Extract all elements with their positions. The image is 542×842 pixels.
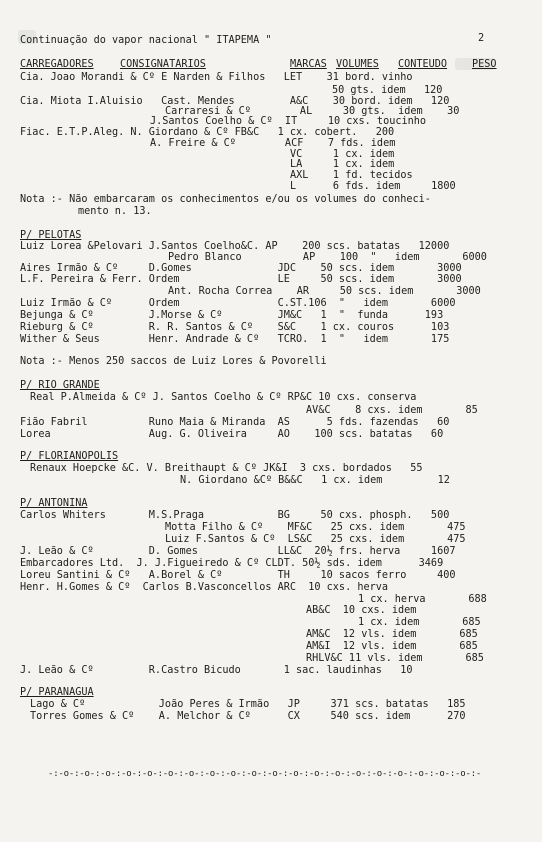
table-row: Henr. H.Gomes & Cº Carlos B.Vasconcellos ARC 10 cxs. herva — [20, 582, 389, 593]
table-row: AV&C 8 cxs. idem 85 — [306, 405, 478, 416]
table-row: Pedro Blanco AP 100 " idem 6000 — [168, 252, 487, 263]
table-row: 50 gts. idem 120 — [332, 85, 443, 96]
table-row: Aires Irmão & Cº D.Gomes JDC 50 scs. idem 3000 — [20, 263, 462, 274]
table-row: AM&I 12 vls. idem 685 — [306, 641, 478, 652]
table-row: AXL 1 fd. tecidos — [290, 170, 413, 181]
table-row: VC 1 cx. idem — [290, 149, 395, 160]
header-consignees: CONSIGNATARIOS — [120, 59, 206, 70]
header-marks: MARCAS — [290, 59, 327, 70]
table-row: Cia. Joao Morandi & Cº E Narden & Filhos LET 31 bord. vinho — [20, 72, 413, 83]
note-line: mento n. 13. — [78, 206, 152, 217]
table-row: Loreu Santini & Cº A.Borel & Cº TH 10 sacos ferro 400 — [20, 570, 456, 581]
document-title: Continuação do vapor nacional " ITAPEMA " — [20, 35, 272, 46]
page-number: 2 — [478, 33, 485, 44]
table-row: 1 cx. idem 685 — [358, 617, 481, 628]
table-row: Motta Filho & Cº MF&C 25 cxs. idem 475 — [165, 522, 466, 533]
note-line: Nota :- Não embarcaram os conhecimentos e/ou os volumes do conheci- — [20, 194, 431, 205]
header-shippers: CARREGADORES — [20, 59, 94, 70]
table-row: L.F. Pereira & Ferr. Ordem LE 50 scs. idem 3000 — [20, 274, 462, 285]
header-weight: PESO — [472, 59, 497, 70]
table-row: Wither & Seus Henr. Andrade & Cº TCRO. 1 " idem 175 — [20, 334, 450, 345]
table-row: J. Leão & Cº D. Gomes LL&C 20½ frs. herva 1607 — [20, 546, 456, 557]
table-row: Luiz F.Santos & Cº LS&C 25 cxs. idem 475 — [165, 534, 466, 545]
section-title-paranagua: P/ PARANAGUA — [20, 687, 94, 698]
table-row: 1 cx. herva 688 — [358, 594, 487, 605]
section-title-rio-grande: P/ RIO GRANDE — [20, 380, 100, 391]
table-row: L 6 fds. idem 1800 — [290, 181, 456, 192]
table-row: AB&C 10 cxs. idem — [306, 605, 417, 616]
section-title-pelotas: P/ PELOTAS — [20, 230, 82, 241]
section-title-florianopolis: P/ FLORIANOPOLIS — [20, 451, 119, 462]
table-row: RHLV&C 11 vls. idem 685 — [306, 653, 484, 664]
section-title-antonina: P/ ANTONINA — [20, 498, 88, 509]
table-row: Carraresi & Cº AL 30 gts. idem 30 — [165, 106, 460, 117]
note-line: Nota :- Menos 250 saccos de Luiz Lores & Povorelli — [20, 356, 327, 367]
table-row: Bejunga & Cº J.Morse & Cº JM&C 1 " funda 193 — [20, 310, 444, 321]
table-row: LA 1 cx. idem — [290, 159, 395, 170]
table-row: A. Freire & Cº ACF 7 fds. idem — [150, 138, 396, 149]
table-row: AM&C 12 vls. idem 685 — [306, 629, 478, 640]
header-contents: CONTEUDO — [398, 59, 448, 70]
table-row: Embarcadores Ltd. J. J.Figueiredo & Cº CLDT. 50½ sds. idem 3469 — [20, 558, 444, 569]
separator-line: -:-o-:-o-:-o-:-o-:-o-:-o-:-o-:-o-:-o-:-o-:-o-:-o-:-o-:-o-:-o-:-o-:-o-:-o-:-o-:-o-:- — [48, 770, 482, 779]
table-row: Luiz Irmão & Cº Ordem C.ST.106 " idem 6000 — [20, 298, 456, 309]
table-row: Torres Gomes & Cº A. Melchor & Cº CX 540 scs. idem 270 — [30, 711, 466, 722]
table-row: J. Leão & Cº R.Castro Bicudo 1 sac. laudinhas 10 — [20, 665, 413, 676]
header-volumes: VOLUMES — [336, 59, 379, 70]
table-row: Lago & Cº João Peres & Irmão JP 371 scs. batatas 185 — [30, 699, 466, 710]
table-row: Carlos Whiters M.S.Praga BG 50 cxs. phosph. 500 — [20, 510, 450, 521]
table-row: Luiz Lorea &Pelovari J.Santos Coelho&C. AP 200 scs. batatas 12000 — [20, 241, 450, 252]
table-row: Lorea Aug. G. Oliveira AO 100 scs. batatas 60 — [20, 429, 444, 440]
table-row: Rieburg & Cº R. R. Santos & Cº S&C 1 cx. couros 103 — [20, 322, 450, 333]
table-row: Renaux Hoepcke &C. V. Breithaupt & Cº JK&I 3 cxs. bordados 55 — [30, 463, 423, 474]
table-row: Cia. Miota I.Aluisio Cast. Mendes A&C 30 bord. idem 120 — [20, 96, 450, 107]
table-row: Ant. Rocha Correa AR 50 scs. idem 3000 — [168, 286, 481, 297]
table-row: Fião Fabril Runo Maia & Miranda AS 5 fds. fazendas 60 — [20, 417, 450, 428]
table-row: J.Santos Coelho & Cº IT 10 cxs. toucinho — [150, 116, 427, 127]
table-row: N. Giordano &Cº B&&C 1 cx. idem 12 — [180, 475, 450, 486]
table-row: Real P.Almeida & Cº J. Santos Coelho & Cº RP&C 10 cxs. conserva — [30, 392, 417, 403]
table-row: Fiac. E.T.P.Aleg. N. Giordano & Cº FB&C 1 cx. cobert. 200 — [20, 127, 395, 138]
